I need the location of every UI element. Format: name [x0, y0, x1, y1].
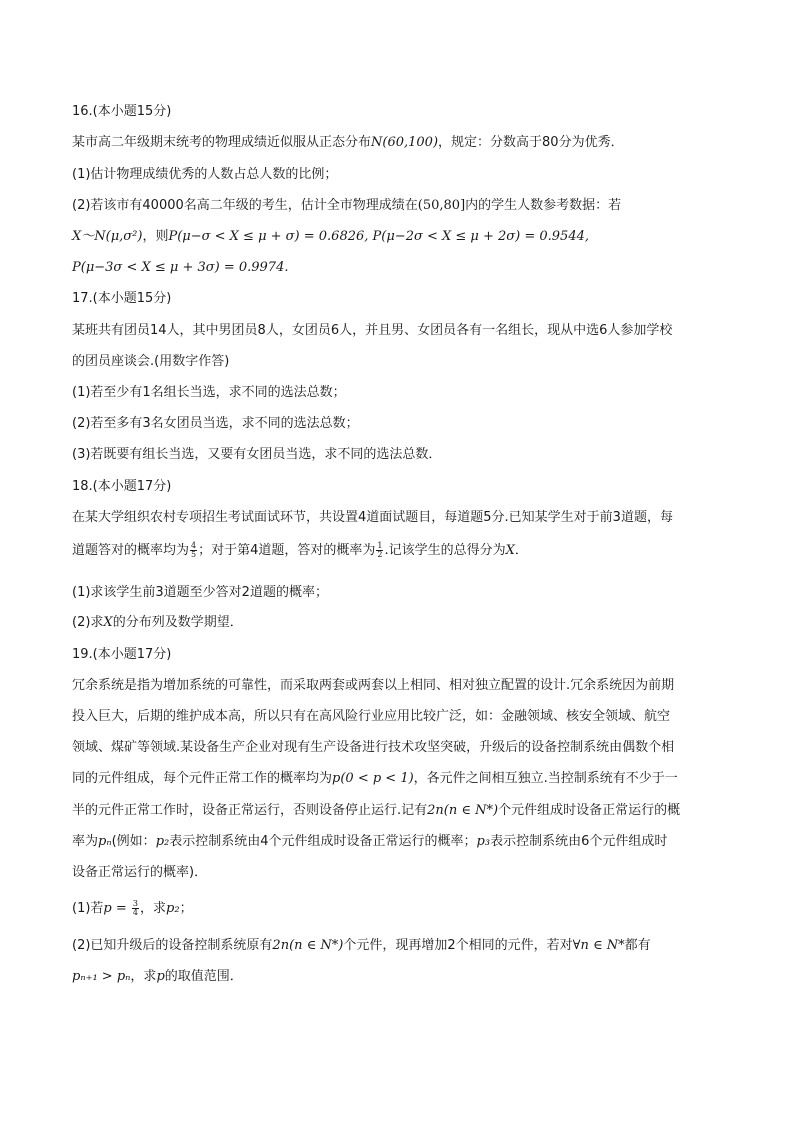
q19-stem-line5: 半的元件正常工作时，设备正常运行，否则设备停止运行.记有2n(n ∈ N*)个元件组成时设备正常运行的概: [72, 803, 681, 818]
q17-part2: (2)若至多有3名女团员当选，求不同的选法总数；: [72, 416, 359, 431]
q19-stem-line2: 投入巨大，后期的维护成本高，所以只有在高风险行业应用比较广泛，如：金融领域、核安全领域、航空: [72, 709, 671, 724]
q19-stem-line6: 率为pₙ(例如：p₂表示控制系统由4个元件组成时设备正常运行的概率；p₃表示控制系统由6个元件组成时: [72, 834, 668, 849]
q18-header: 18.(本小题17分): [72, 479, 172, 494]
q16-reference-1: X～N(μ,σ²)，则P(μ−σ < X ≤ μ + σ) = 0.6826, P(μ−2σ < X ≤ μ + 2σ) = 0.9544,: [72, 229, 590, 244]
q19-stem-line3: 领域、煤矿等领域.某设备生产企业对现有生产设备进行技术攻坚突破，升级后的设备控制系统由偶数个相: [72, 740, 675, 755]
q19-header: 19.(本小题17分): [72, 647, 172, 662]
q19-part2: (2)已知升级后的设备控制系统原有2n(n ∈ N*)个元件，现再增加2个相同的元件，若对∀n ∈ N*都有: [72, 938, 651, 953]
fraction-one-half: $\frac{1}{2}$: [377, 541, 383, 559]
q19-part1: (1)若p = $\frac{3}{4}$ ，求p₂；: [72, 899, 193, 917]
q17-part1: (1)若至少有1名组长当选，求不同的选法总数；: [72, 385, 346, 400]
fraction-four-fifths: $\frac{4}{5}$: [191, 541, 197, 559]
q18-stem-line1: 在某大学组织农村专项招生考试面试环节，共设置4道面试题目，每道题5分.已知某学生对于前3道题，每: [72, 510, 673, 525]
q19-stem-line1: 冗余系统是指为增加系统的可靠性，而采取两套或两套以上相同、相对独立配置的设计.冗余系统因为前期: [72, 678, 675, 693]
q18-stem-line2: 道题答对的概率均为 $\frac{4}{5}$ ；对于第4道题，答对的概率为 $\frac{1}{2}$ .记该学生的总得分为X．: [72, 541, 528, 559]
q19-part2-condition: pₙ₊₁ > pₙ，求p的取值范围．: [72, 969, 243, 984]
q18-part1: (1)求该学生前3道题至少答对2道题的概率；: [72, 585, 328, 600]
q19-stem-line4: 同的元件组成，每个元件正常工作的概率均为p(0 < p < 1)，各元件之间相互独立.当控制系统有不少于一: [72, 771, 678, 786]
q17-header: 17.(本小题15分): [72, 291, 172, 306]
q16-part2: (2)若该市有40000名高二年级的考生，估计全市物理成绩在(50,80]内的学生人数参考数据：若: [72, 198, 622, 213]
q17-stem-line1: 某班共有团员14人，其中男团员8人，女团员6人，并且男、女团员各有一名组长，现从中选6人参加学校: [72, 323, 673, 338]
q17-stem-line2: 的团员座谈会.(用数字作答): [72, 354, 230, 369]
q16-reference-2: P(μ−3σ < X ≤ μ + 3σ) = 0.9974.: [72, 260, 289, 275]
q16-header: 16.(本小题15分): [72, 104, 172, 119]
q16-part1: (1)估计物理成绩优秀的人数占总人数的比例；: [72, 167, 338, 182]
q17-part3: (3)若既要有组长当选，又要有女团员当选，求不同的选法总数．: [72, 447, 442, 462]
q19-stem-line7: 设备正常运行的概率)．: [72, 865, 208, 880]
q18-part2: (2)求X的分布列及数学期望．: [72, 615, 243, 630]
fraction-three-quarters: $\frac{3}{4}$: [132, 899, 139, 917]
q16-stem: 某市高二年级期末统考的物理成绩近似服从正态分布N(60,100)，规定：分数高于80分为优秀．: [72, 135, 624, 150]
